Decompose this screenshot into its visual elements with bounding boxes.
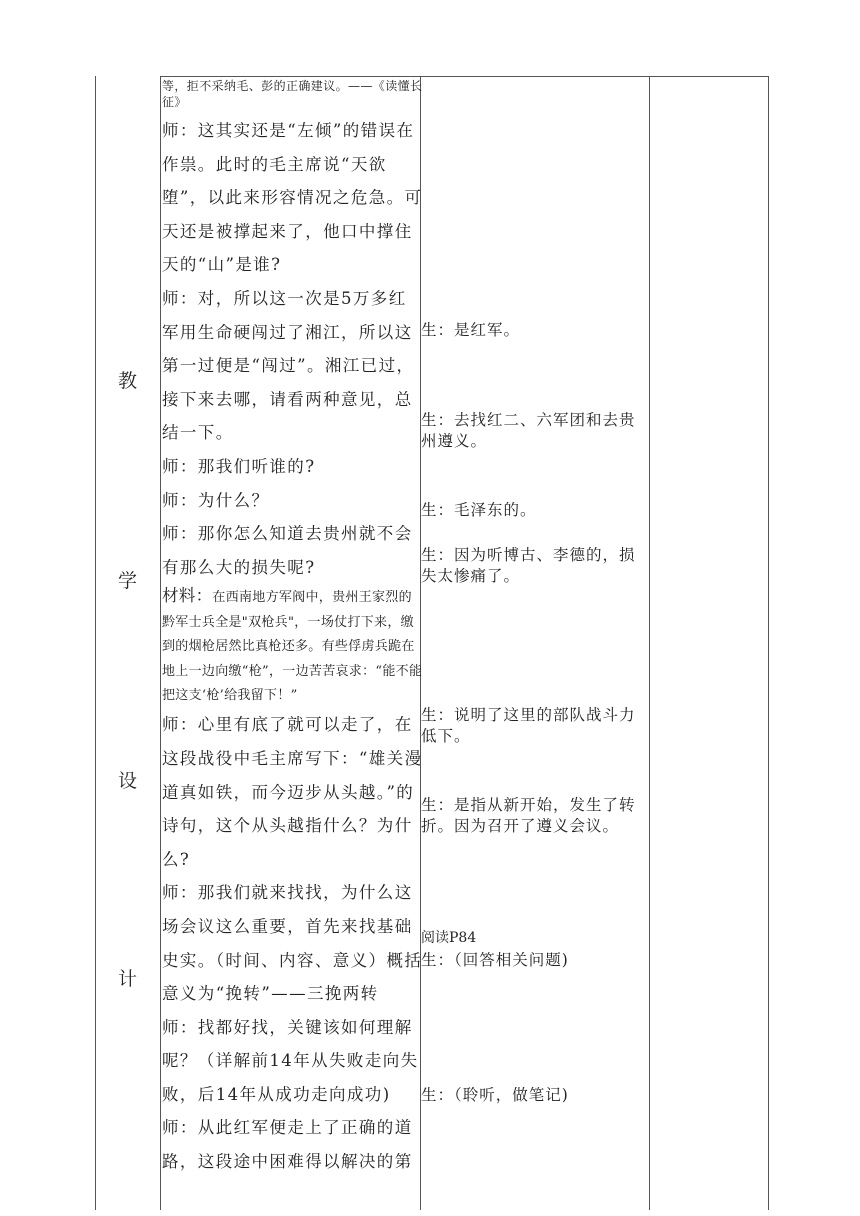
column-divider-1: [160, 76, 161, 1210]
table-top-border: [160, 76, 769, 77]
teacher-paragraph: 师：为什么？: [162, 490, 270, 510]
teacher-paragraph: 师：那我们就来找找，为什么这场会议这么重要，首先来找基础史实。（时间、内容、意义）概括意义为“挽转”——三挽两转: [162, 883, 423, 1004]
teacher-paragraph: 师：心里有底了就可以走了，在这段战役中毛主席写下：“雄关漫道真如铁，而今迈步从头越。”的诗句，这个从头越指什么？为什么?: [162, 715, 423, 869]
teacher-activity-column: [162, 78, 424, 1179]
student-response: 生：因为听博古、李德的，损失太惨痛了。: [421, 546, 636, 585]
teacher-paragraph: 师：找都好找，关键该如何理解呢？（详解前14年从失败走向失败，后14年从成功走向成功): [162, 1017, 419, 1104]
side-label-char-2: 学: [118, 570, 138, 592]
teacher-paragraph: 师：对，所以这一次是5万多红军用生命硬闯过了湘江，所以这第一过便是“闯过”。湘江已过，接下来去哪，请看两种意见，总结一下。: [162, 288, 415, 443]
teacher-paragraph: 师：从此红军便走上了正确的道路，这段途中困难得以解决的第: [162, 1118, 413, 1172]
student-response: 生：是红军。: [421, 321, 521, 339]
student-response: 生：去找红二、六军团和去贵州遵义。: [421, 411, 636, 450]
student-reading-note: 阅读P84: [421, 930, 477, 946]
table-left-border: [95, 76, 96, 1210]
column-divider-3: [649, 76, 650, 1210]
side-label-char-3: 设: [118, 770, 138, 792]
material-block: [162, 584, 424, 708]
table-right-border: [768, 76, 769, 1210]
material-label: 材料：: [162, 586, 213, 606]
student-response: 生：说明了这里的部队战斗力低下。: [421, 706, 636, 745]
teacher-paragraph: 师：那你怎么知道去贵州就不会有那么大的损失呢?: [162, 524, 413, 577]
student-response: 生：毛泽东的。: [421, 501, 537, 519]
student-response: 生：（聆听，做笔记): [421, 1086, 569, 1104]
student-response: 生：是指从新开始，发生了转折。因为召开了遵义会议。: [421, 796, 636, 835]
quote-source-text: 等，拒不采纳毛、彭的正确建议。——《读懂长征》: [162, 79, 423, 109]
material-text: 在西南地方军阀中，贵州王家烈的黔军士兵全是"双枪兵"，一场仗打下来，缴到的烟枪居然比真枪还多。有些俘虏兵跪在地上一边向缴“枪”，一边苦苦哀求：“能不能把这支‘枪’给我留下！”: [162, 590, 423, 703]
student-response: 生：（回答相关问题): [421, 951, 569, 969]
teacher-paragraph: 师：这其实还是“左倾”的错误在作祟。此时的毛主席说“天欲堕”，以此来形容情况之危急。可天还是被撑起来了，他口中撑住天的“山”是谁?: [162, 121, 423, 275]
side-label-char-1: 教: [118, 370, 138, 392]
side-label-char-4: 计: [118, 968, 138, 990]
teacher-paragraph: 师：那我们听谁的?: [162, 456, 316, 476]
